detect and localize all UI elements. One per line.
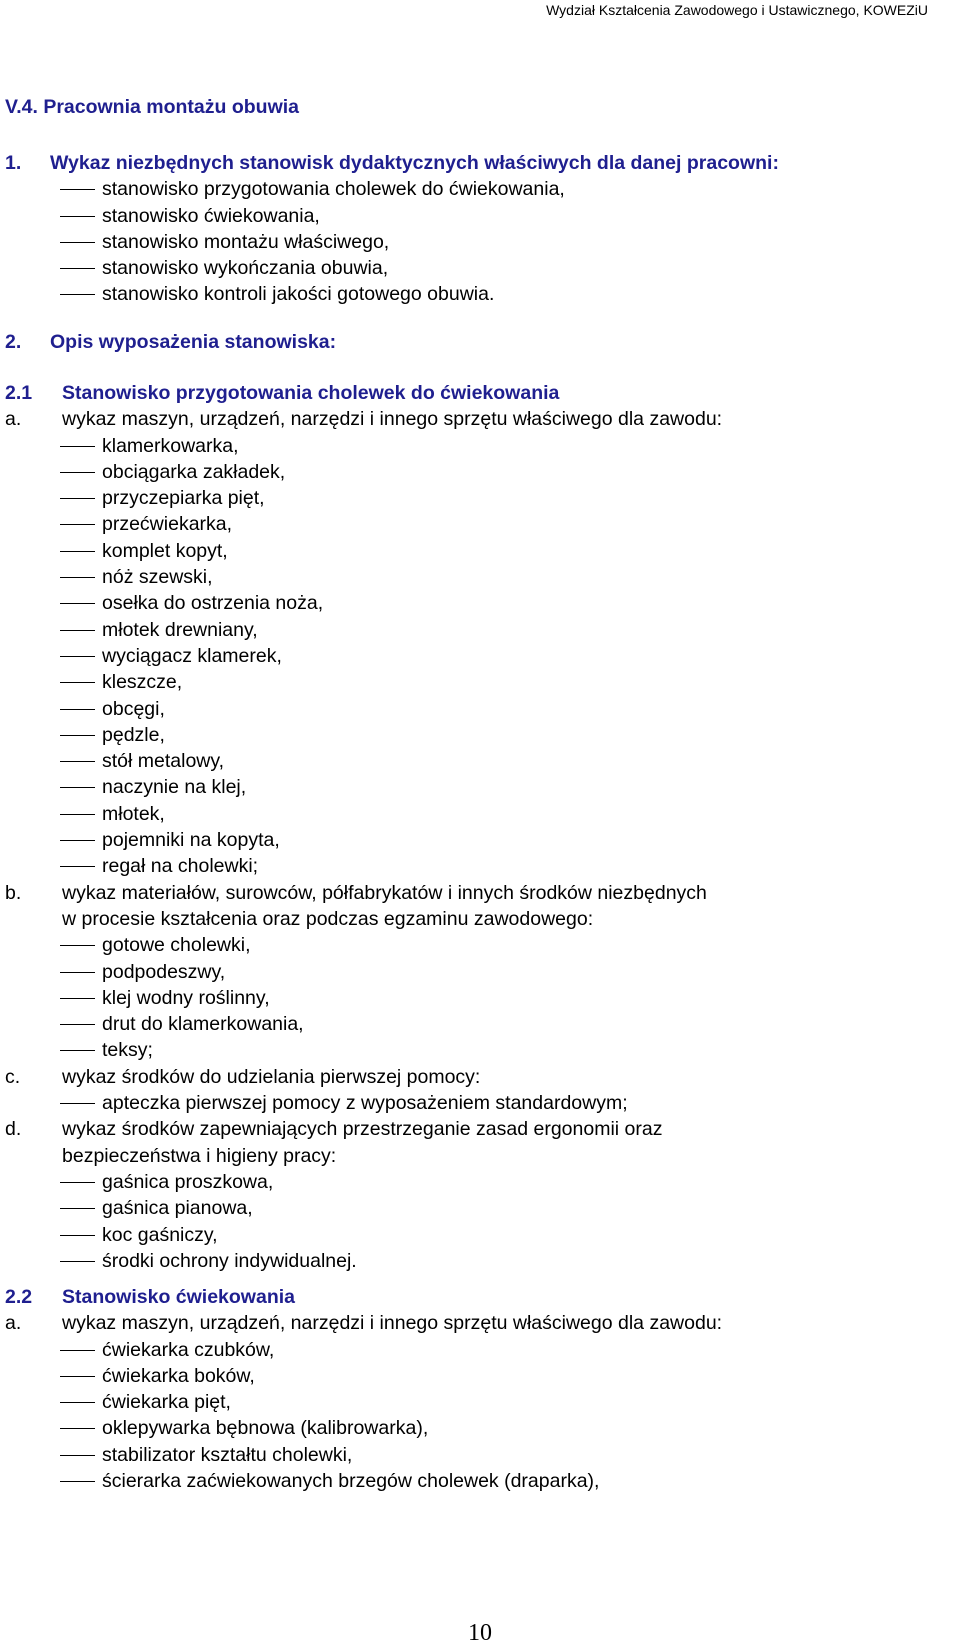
list-letter: c.	[5, 1065, 21, 1088]
dash-bullet	[60, 1455, 95, 1456]
dash-bullet	[60, 761, 95, 762]
subsection-heading	[5, 380, 945, 406]
list-heading-text: wykaz środków do udzielania pierwszej pomocy:	[62, 1065, 481, 1088]
list-item-text: stanowisko ćwiekowania,	[102, 204, 320, 227]
subsection-2-2	[5, 1284, 945, 1494]
list-b-heading	[5, 880, 945, 906]
list-item-text: stabilizator kształtu cholewki,	[102, 1443, 353, 1466]
list-item-text: podpodeszwy,	[102, 960, 226, 983]
dash-bullet	[60, 472, 95, 473]
list-item	[5, 774, 945, 800]
dash-bullet	[60, 787, 95, 788]
list-heading-text: wykaz materiałów, surowców, półfabrykatów i innych środków niezbędnych	[62, 881, 707, 904]
subsection-heading	[5, 1284, 945, 1310]
list-item	[5, 590, 945, 616]
list-item-text: klej wodny roślinny,	[102, 986, 270, 1009]
list-item	[5, 1011, 945, 1037]
list-item	[5, 748, 945, 774]
dash-bullet	[60, 1350, 95, 1351]
list-item	[5, 1415, 945, 1441]
dash-bullet	[60, 242, 95, 243]
list-item	[5, 511, 945, 537]
list-item	[5, 1169, 945, 1195]
list-item	[5, 1468, 945, 1494]
page-title: V.4. Pracownia montażu obuwia	[5, 96, 300, 118]
dash-bullet	[60, 945, 95, 946]
list-letter: d.	[5, 1118, 22, 1141]
dash-bullet	[60, 603, 95, 604]
list-item-text: obciągarka zakładek,	[102, 460, 286, 483]
dash-bullet	[60, 840, 95, 841]
list-heading-text: w procesie kształcenia oraz podczas egzaminu zawodowego:	[62, 907, 594, 930]
list-item-text: ćwiekarka pięt,	[102, 1391, 231, 1414]
list-heading-text: wykaz maszyn, urządzeń, narzędzi i innego sprzętu właściwego dla zawodu:	[62, 1312, 723, 1335]
list-item	[5, 932, 945, 958]
list-item-text: ćwiekarka czubków,	[102, 1338, 275, 1361]
list-item-text: pojemniki na kopyta,	[102, 829, 280, 852]
list-item	[5, 203, 945, 229]
list-item	[5, 1248, 945, 1274]
dash-bullet	[60, 551, 95, 552]
dash-bullet	[60, 446, 95, 447]
section-heading: Opis wyposażenia stanowiska:	[50, 331, 337, 353]
list-item-text: drut do klamerkowania,	[102, 1013, 304, 1036]
list-item-text: stanowisko kontroli jakości gotowego obuwia.	[102, 283, 495, 306]
dash-bullet	[60, 1024, 95, 1025]
list-heading-text: bezpieczeństwa i higieny pracy:	[62, 1144, 337, 1167]
subsection-2-1	[5, 380, 945, 1274]
list-item-text: komplet kopyt,	[102, 539, 228, 562]
dash-bullet	[60, 524, 95, 525]
dash-bullet	[60, 1182, 95, 1183]
dash-bullet	[60, 189, 95, 190]
subsection-number: 2.2	[5, 1286, 33, 1308]
dash-bullet	[60, 1208, 95, 1209]
dash-bullet	[60, 630, 95, 631]
list-a-heading	[5, 1310, 945, 1336]
list-c-heading	[5, 1064, 945, 1090]
list-item	[5, 255, 945, 281]
list-item-text: regał na cholewki;	[102, 855, 259, 878]
list-item	[5, 722, 945, 748]
list-item-text: teksy;	[102, 1039, 153, 1062]
list-item	[5, 1222, 945, 1248]
list-item-text: stanowisko montażu właściwego,	[102, 230, 390, 253]
list-item	[5, 853, 945, 879]
list-item-text: wyciągacz klamerek,	[102, 644, 282, 667]
list-item	[5, 669, 945, 695]
list-item	[5, 564, 945, 590]
dash-bullet	[60, 1103, 95, 1104]
list-item-text: apteczka pierwszej pomocy z wyposażeniem standardowym;	[102, 1092, 628, 1115]
dash-bullet	[60, 709, 95, 710]
dash-bullet	[60, 1481, 95, 1482]
subsection-title: Stanowisko ćwiekowania	[62, 1286, 295, 1308]
list-item-text: przyczepiarka pięt,	[102, 487, 265, 510]
subsection-number: 2.1	[5, 382, 33, 404]
list-heading-text: wykaz maszyn, urządzeń, narzędzi i innego sprzętu właściwego dla zawodu:	[62, 408, 723, 431]
dash-bullet	[60, 866, 95, 867]
list-item-text: klamerkowarka,	[102, 434, 239, 457]
list-item-text: stół metalowy,	[102, 750, 225, 773]
list-item	[5, 433, 945, 459]
list-d-heading-cont	[5, 1143, 945, 1169]
list-item	[5, 459, 945, 485]
dash-bullet	[60, 682, 95, 683]
list-item	[5, 696, 945, 722]
list-item	[5, 801, 945, 827]
list-item-text: naczynie na klej,	[102, 776, 247, 799]
dash-bullet	[60, 268, 95, 269]
dash-bullet	[60, 498, 95, 499]
list-item-text: osełka do ostrzenia noża,	[102, 592, 324, 615]
list-item	[5, 281, 945, 307]
subsection-title: Stanowisko przygotowania cholewek do ćwiekowania	[62, 382, 560, 404]
list-item	[5, 1090, 945, 1116]
page-header: Wydział Kształcenia Zawodowego i Ustawicznego, KOWEZiU	[546, 2, 928, 18]
section-number: 2.	[5, 331, 22, 353]
list-item	[5, 617, 945, 643]
list-item-text: kleszcze,	[102, 671, 183, 694]
list-item-text: oklepywarka bębnowa (kalibrowarka),	[102, 1417, 429, 1440]
dash-bullet	[60, 1235, 95, 1236]
page-number: 10	[468, 1620, 492, 1646]
list-item-text: stanowisko wykończania obuwia,	[102, 257, 389, 280]
list-item-text: nóż szewski,	[102, 566, 213, 589]
list-item	[5, 1389, 945, 1415]
dash-bullet	[60, 735, 95, 736]
list-item	[5, 827, 945, 853]
list-letter: a.	[5, 408, 22, 431]
dash-bullet	[60, 1376, 95, 1377]
list-heading-text: wykaz środków zapewniających przestrzeganie zasad ergonomii oraz	[62, 1118, 663, 1141]
list-item-text: stanowisko przygotowania cholewek do ćwiekowania,	[102, 178, 565, 201]
list-item	[5, 1337, 945, 1363]
dash-bullet	[60, 972, 95, 973]
list-item-text: przećwiekarka,	[102, 513, 233, 536]
dash-bullet	[60, 656, 95, 657]
list-item-text: pędzle,	[102, 723, 165, 746]
section-1	[5, 150, 945, 308]
list-item	[5, 538, 945, 564]
dash-bullet	[60, 216, 95, 217]
list-item-text: środki ochrony indywidualnej.	[102, 1249, 357, 1272]
list-item	[5, 985, 945, 1011]
list-item	[5, 959, 945, 985]
list-item-text: obcęgi,	[102, 697, 165, 720]
dash-bullet	[60, 577, 95, 578]
list-item-text: gaśnica proszkowa,	[102, 1170, 274, 1193]
list-item	[5, 229, 945, 255]
dash-bullet	[60, 1428, 95, 1429]
list-item	[5, 485, 945, 511]
list-item	[5, 643, 945, 669]
list-item-text: koc gaśniczy,	[102, 1223, 218, 1246]
list-a-heading	[5, 406, 945, 432]
list-item-text: młotek drewniany,	[102, 618, 258, 641]
list-item-text: ścierarka zaćwiekowanych brzegów cholewek (draparka),	[102, 1470, 600, 1493]
dash-bullet	[60, 1050, 95, 1051]
list-item-text: młotek,	[102, 802, 165, 825]
section-heading: Wykaz niezbędnych stanowisk dydaktycznych właściwych dla danej pracowni:	[50, 152, 779, 174]
section-number: 1.	[5, 152, 22, 174]
dash-bullet	[60, 1402, 95, 1403]
section-2-heading	[5, 329, 945, 355]
dash-bullet	[60, 814, 95, 815]
list-item-text: gotowe cholewki,	[102, 934, 251, 957]
list-item-text: gaśnica pianowa,	[102, 1197, 253, 1220]
dash-bullet	[60, 294, 95, 295]
list-d-heading	[5, 1116, 945, 1142]
list-item	[5, 1363, 945, 1389]
section-1-heading	[5, 150, 945, 176]
list-b-heading-cont	[5, 906, 945, 932]
list-letter: a.	[5, 1312, 22, 1335]
list-letter: b.	[5, 881, 22, 904]
list-item	[5, 1442, 945, 1468]
list-item	[5, 176, 945, 202]
list-item-text: ćwiekarka boków,	[102, 1364, 255, 1387]
list-item	[5, 1037, 945, 1063]
list-item	[5, 1195, 945, 1221]
dash-bullet	[60, 998, 95, 999]
dash-bullet	[60, 1261, 95, 1262]
